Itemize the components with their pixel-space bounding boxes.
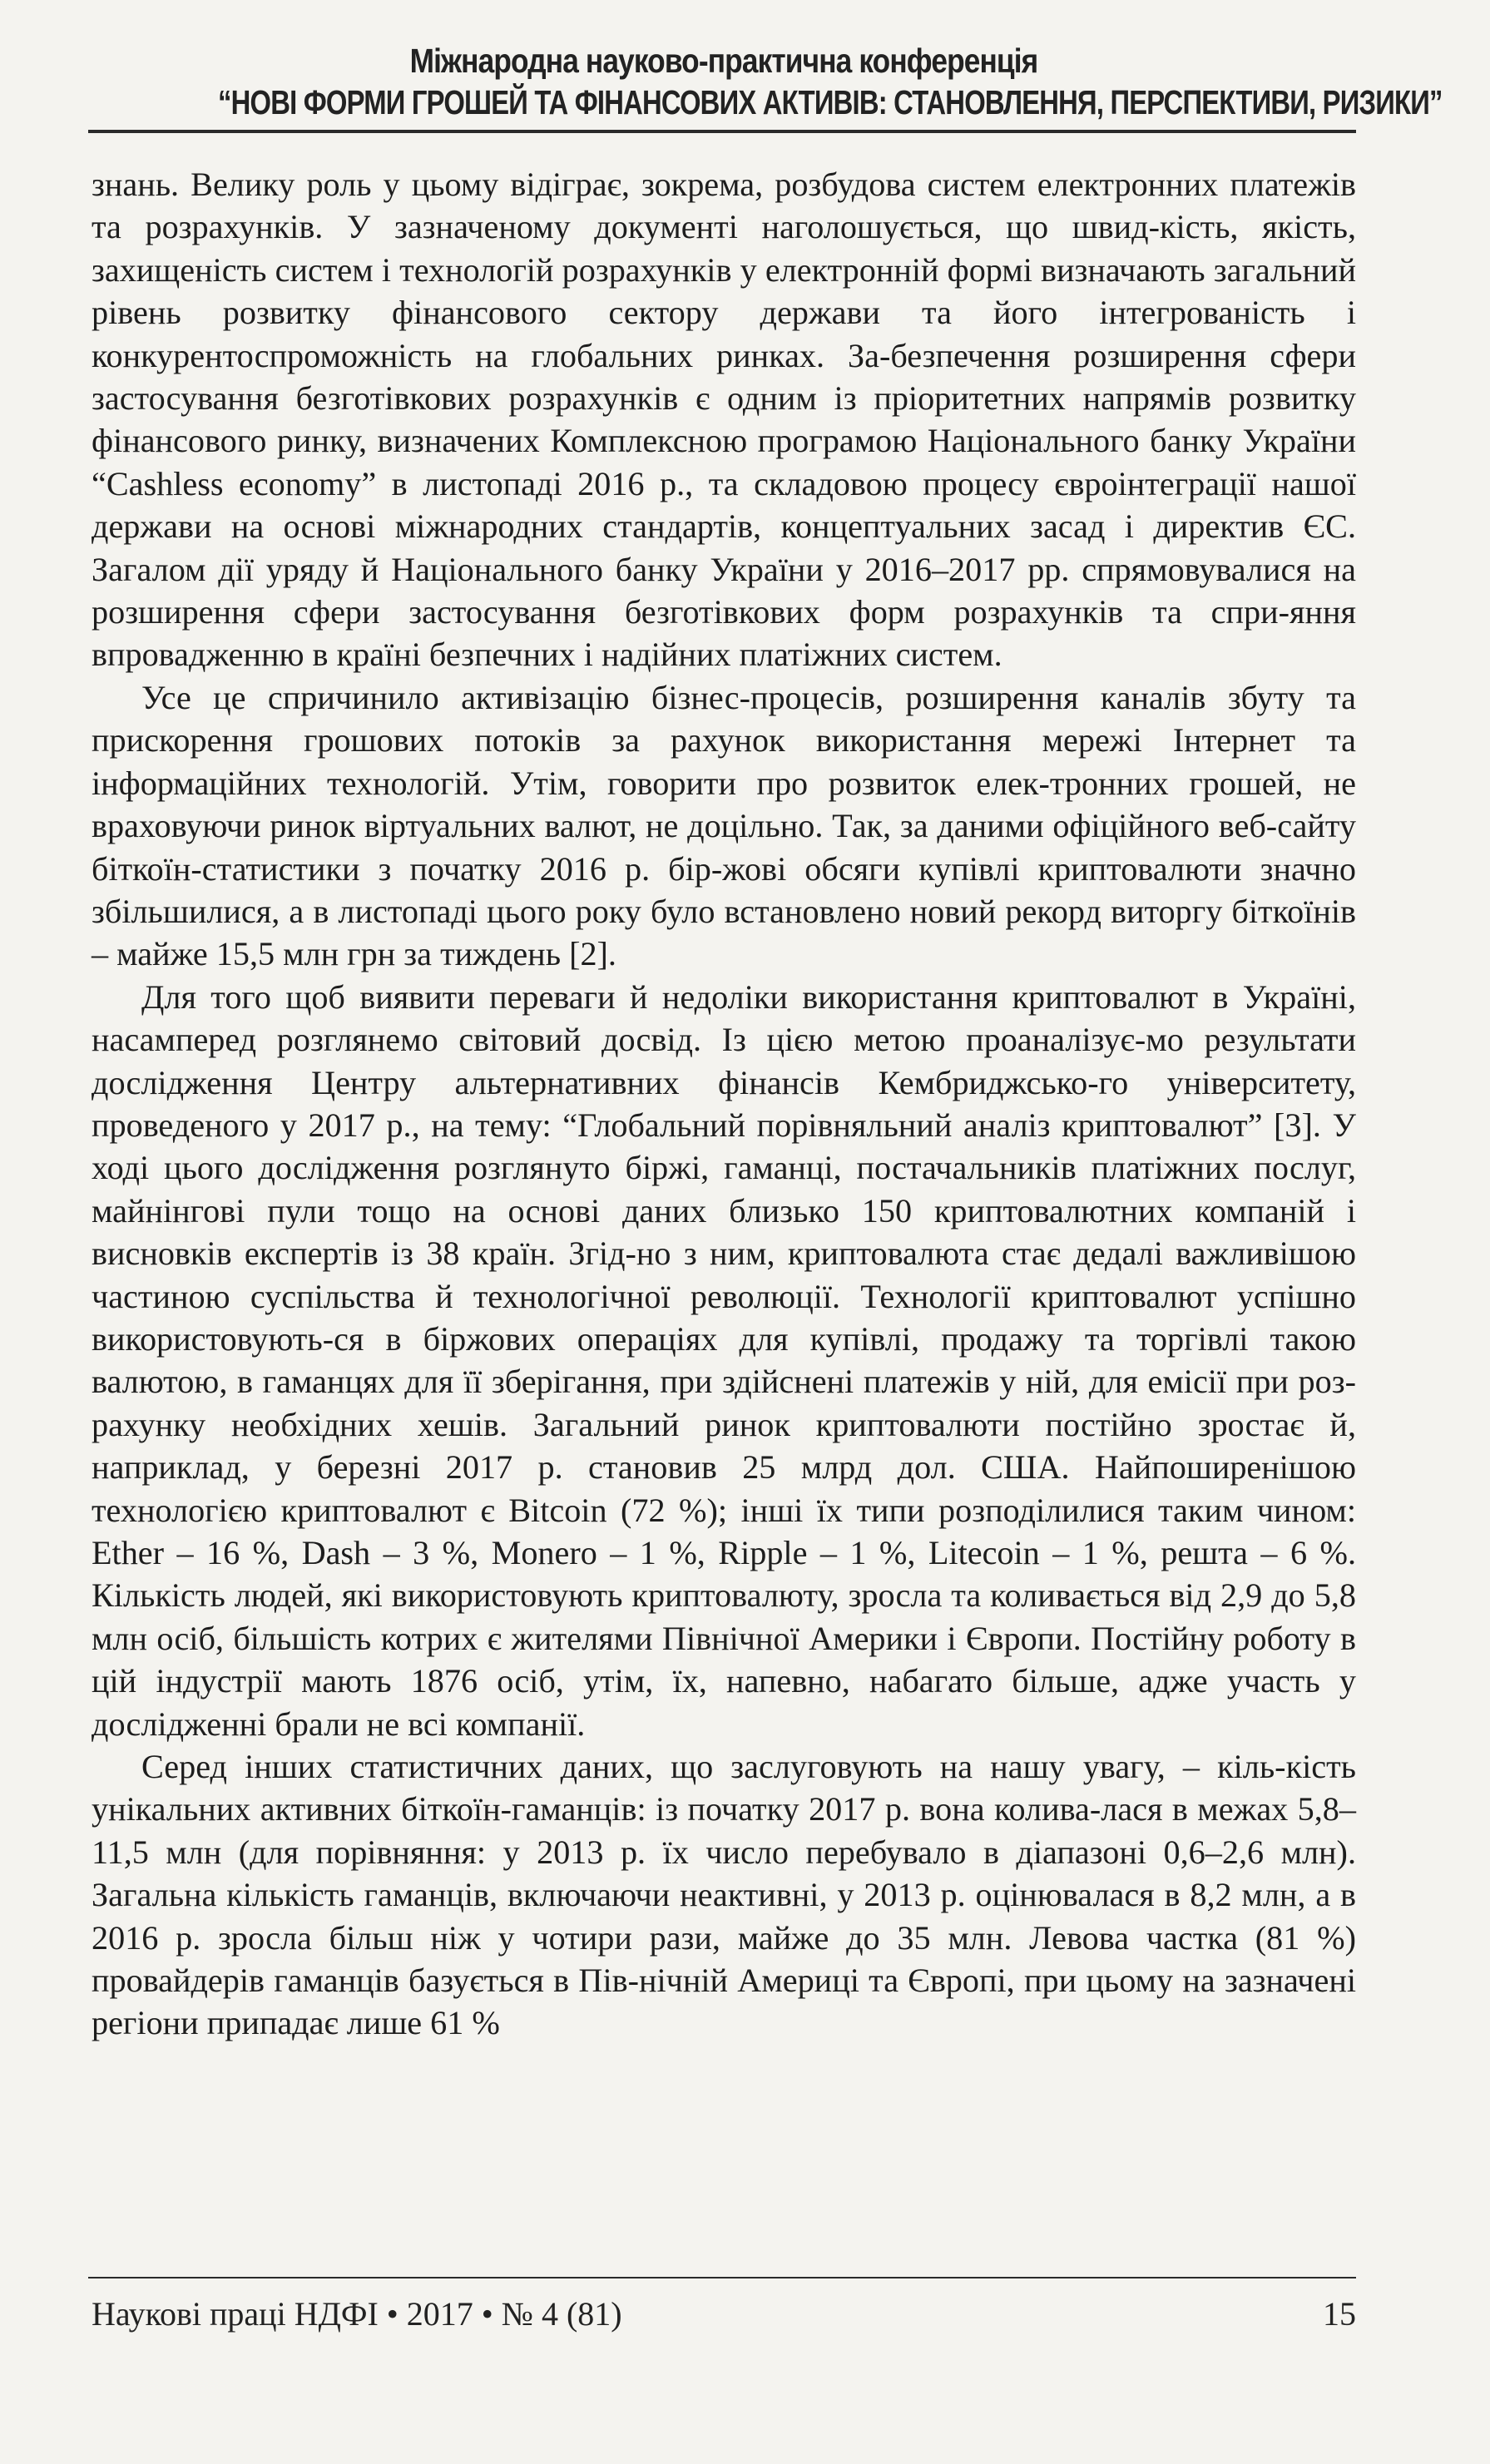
running-header — [92, 40, 1443, 123]
conference-title: Міжнародна науково-практична конференція — [409, 42, 1038, 80]
paragraph-1: знань. Велику роль у цьому відіграє, зокрема, розбудова систем електронних платежів та розрахунків. У зазначеному документі наголошується, що швид-кість, якість, захищеність систем і технологій розрахунків у електронній формі визначають загальний рівень розвитку фінансового сектору держави та його інтегрованість і конкурентоспроможність на глобальних ринках. За-безпечення розширення сфери застосування безготівкових розрахунків є одним із пріоритетних напрямів розвитку фінансового ринку, визначених Комплексною програмою Національного банку України “Cashless economy” в листопаді 2016 р., та складовою процесу євроінтеграції нашої держави на основі міжнародних стандартів, концептуальних засад і директив ЄС. Загалом дії уряду й Національного банку України у 2016–2017 рр. спрямовувалися на розширення сфери застосування безготівкових форм розрахунків та спри-яння впровадженню в країні безпечних і надійних платіжних систем. — [92, 166, 1356, 674]
footer-rule — [88, 2277, 1356, 2278]
article-body — [92, 163, 1356, 2045]
paragraph-3: Для того щоб виявити переваги й недоліки використання криптовалют в Україні, насамперед розглянемо світовий досвід. Із цією метою проаналізує-мо результати дослідження Центру альтернативних фінансів Кембриджсько-го університету, проведеного у 2017 р., на тему: “Глобальний порівняльний аналіз криптовалют” [3]. У ході цього дослідження розглянуто біржі, гаманці, постачальників платіжних послуг, майнінгові пули тощо на основі даних близько 150 криптовалютних компаній і висновків експертів із 38 країн. Згід-но з ним, криптовалюта стає дедалі важливішою частиною суспільства й технологічної революції. Технології криптовалют успішно використовують-ся в біржових операціях для купівлі, продажу та торгівлі такою валютою, в гаманцях для її зберігання, при здійснені платежів у ній, для емісії при роз-рахунку необхідних хешів. Загальний ринок криптовалюти постійно зростає й, наприклад, у березні 2017 р. становив 25 млрд дол. США. Найпоширенішою технологією криптовалют є Bitcoin (72 %); інші їх типи розподілилися таким чином: Ether – 16 %, Dash – 3 %, Monero – 1 %, Ripple – 1 %, Litecoin – 1 %, решта – 6 %. Кількість людей, які використовують криптовалюту, зросла та коливається від 2,9 до 5,8 млн осіб, більшість котрих є жителями Північної Америки і Європи. Постійну роботу в цій індустрії мають 1876 осіб, утім, їх, напевно, набагато більше, адже участь у дослідженні брали не всі компанії. — [92, 977, 1356, 1743]
paragraph-4: Серед інших статистичних даних, що заслуговують на нашу увагу, – кіль-кість унікальних активних біткоїн-гаманців: із початку 2017 р. вона колива-лася в межах 5,8–11,5 млн (для порівняння: у 2013 р. їх число перебувало в діапазоні 0,6–2,6 млн). Загальна кількість гаманців, включаючи неактивні, у 2013 р. оцінювалася в 8,2 млн, а в 2016 р. зросла більш ніж у чотири рази, майже до 35 млн. Левова частка (81 %) провайдерів гаманців базується в Пів-нічній Америці та Європі, при цьому на зазначені регіони припадає лише 61 % — [92, 1748, 1356, 2042]
journal-citation: Наукові праці НДФІ • 2017 • № 4 (81) — [92, 2295, 622, 2333]
page-number: 15 — [1323, 2295, 1356, 2333]
paragraph-2: Усе це спричинило активізацію бізнес-процесів, розширення каналів збуту та прискорення грошових потоків за рахунок використання мережі Інтернет та інформаційних технологій. Утім, говорити про розвиток елек-тронних грошей, не враховуючи ринок віртуальних валют, не доцільно. Так, за даними офіційного веб-сайту біткоїн-статистики з початку 2016 р. бір-жові обсяги купівлі криптовалюти значно збільшилися, а в листопаді цього року було встановлено новий рекорд виторгу біткоїнів – майже 15,5 млн грн за тиждень [2]. — [92, 678, 1356, 973]
conference-theme: “НОВІ ФОРМИ ГРОШЕЙ ТА ФІНАНСОВИХ АКТИВІВ: СТАНОВЛЕННЯ, ПЕРСПЕКТИВИ, РИЗИКИ” — [218, 83, 1443, 121]
header-rule — [88, 130, 1356, 133]
